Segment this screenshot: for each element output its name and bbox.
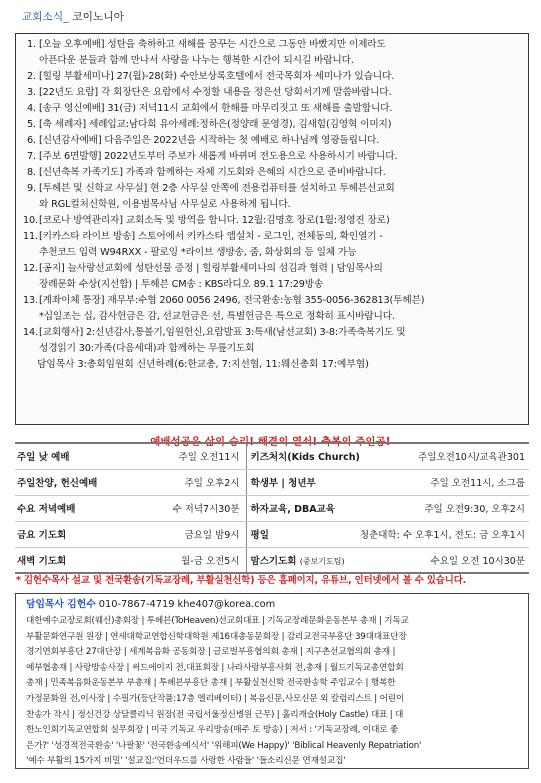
service-name-text: 금요 기도회 — [17, 530, 67, 541]
service-name-text: 수요 저녁예배 — [17, 504, 76, 515]
news-text — [39, 101, 522, 117]
pastor-header — [26, 597, 522, 613]
news-line: 성경읽기 30:가족(다음세대)과 함께하는 무릎기도회 — [39, 343, 255, 354]
news-number: 14. — [23, 327, 38, 338]
news-line: *십일조는 십, 감사헌금은 감, 선교헌금은 선, 특별헌금은 특으로 정확히 표시바랍니다. — [39, 311, 395, 322]
bio-line: 부활문화연구원 원장 | 연세대학교연합신학대학원 제16대총동문회장 | 감리교전국부흥단 39대대표단장 — [26, 631, 407, 642]
news-item — [23, 213, 522, 229]
bio-line: 은가?' '성경적전국환송' '나팔꽃' '전국환송예식서' '위해피(We Happy)' 'Biblical Heavenly Repatriation' — [26, 740, 422, 751]
news-list — [23, 37, 522, 357]
service-time-text: 주일 오전11시, 소그룹 — [430, 478, 525, 489]
bio-line: 찬송가 작시 | 정신건강 상담클리닉 원장(전 국립서울정신병원 근무) | 홀리캐슬(Holy Castle) 대표 | 대 — [26, 709, 404, 720]
service-time — [118, 547, 246, 573]
slogan: 예배성공은 삶의 승리! 해결의 열쇠! 축복의 주인공! — [150, 436, 391, 448]
news-number: 6. — [27, 135, 36, 146]
news-item — [23, 101, 522, 117]
pastor-contact: 010-7867-4719 khe407@korea.com — [98, 599, 276, 610]
service-name-text: 하자교육, DBA교육 — [250, 504, 335, 515]
news-number: 10. — [23, 215, 38, 226]
news-number: 13. — [23, 295, 38, 306]
service-time-text: 주일 오후2시 — [184, 478, 240, 489]
news-line: [힐링 부활세미나] 27(월)-28(화) 수안보상록호텔에서 전국목회자 세미나가 있습니다. — [39, 71, 395, 82]
bio-line: '예수 부활의 15가지 비밀' '설교집:'언더우드를 사랑한 사람들' '들소리신문 연재설교집' — [26, 756, 346, 767]
service-time — [360, 469, 529, 495]
news-text — [39, 293, 522, 325]
schedule-row — [15, 547, 529, 573]
service-name — [246, 495, 360, 521]
online-notice: * 김헌수목사 설교 및 전국환송(기독교장례, 부활실천신학) 등은 홈페이지, 유튜브, 인터넷에서 볼 수 있습니다. — [16, 575, 467, 586]
news-line: [신년축복 가족기도] 가족과 함께하는 자체 기도회와 은혜의 시간으로 준비바랍니다. — [39, 167, 386, 178]
service-time-text: 주일 오전9:30, 오후2시 — [424, 504, 525, 515]
news-number: 1. — [27, 39, 36, 50]
news-line: 장례문화 수상(지선합) | 투헤븐 CM송 : KBS라디오 89.1 17:29방송 — [39, 279, 324, 290]
news-item — [23, 117, 522, 133]
news-item — [23, 37, 522, 69]
news-text — [39, 229, 522, 261]
news-box — [15, 33, 529, 425]
news-item — [23, 261, 522, 293]
service-time — [360, 443, 529, 469]
service-name — [246, 547, 360, 573]
service-name-text: 평일 — [250, 530, 269, 541]
news-item — [23, 165, 522, 181]
service-name — [15, 495, 118, 521]
service-name-text: 주일 낮 예배 — [17, 452, 70, 464]
news-line: [투헤븐 및 신학교 사무실] 현 2층 사무실 안쪽에 전용컴퓨터를 설치하고 투헤븐선교회 — [39, 183, 395, 194]
news-line: [신년감사예배] 다음주일은 2022년을 시작하는 첫 예배로 하나님께 영광돌립니다. — [39, 135, 380, 146]
schedule-row — [15, 469, 529, 495]
news-line: [송구 영신예배] 31(금) 저녁11시 교회에서 한해를 마무리짓고 또 새해를 출발합니다. — [39, 103, 393, 114]
section-title — [22, 9, 124, 24]
news-number: 12. — [23, 263, 38, 274]
service-time-text: 청춘대학: 수 오후1시, 전도: 금 오후1시 — [359, 530, 525, 541]
news-number: 11. — [23, 231, 38, 242]
service-name — [15, 469, 118, 495]
pastor-profile — [15, 593, 529, 769]
service-time — [360, 547, 529, 573]
news-number: 2. — [27, 71, 36, 82]
news-line: [계좌이체 통장] 재무부:수협 2060 0056 2496, 전국환송:농협 355-0056-362813(투헤븐) — [39, 295, 425, 306]
news-number: 7. — [27, 151, 36, 162]
news-text — [39, 213, 522, 229]
service-name-text: 키즈처치(Kids Church) — [250, 452, 360, 464]
news-text — [39, 69, 522, 85]
news-item — [23, 85, 522, 101]
service-name — [246, 469, 360, 495]
service-name — [246, 521, 360, 547]
bio-line: 예부협총재 | 사랑방송사장 | 써드에이지 전,대표회장 | 나라사랑부흥사회 전,총재 | 월드기독교총연합회 — [26, 662, 404, 673]
news-number: 5. — [27, 119, 36, 130]
news-number: 3. — [27, 87, 36, 98]
news-line: 추천코드 입력 W94RXX - 팔로잉 *라이브 생방송, 줌, 화상회의 등 일체 가능 — [39, 247, 357, 258]
news-line: [교회행사] 2:신년감사,통볼기,임원헌신,요람발표 3:특새(남선교회) 3-8:가족축복기도 및 — [39, 327, 406, 338]
news-tail: 담임목사 3:총회임원회 신년하례(6:한교총, 7:지선협, 11:웨신총회 17:예부협) — [37, 359, 369, 370]
section-title-sub: 코이노니아 — [72, 11, 125, 23]
service-name — [15, 547, 118, 573]
news-line: [공지] 늘사랑선교회에 성탄선물 증정 | 힐링부활세미나의 섬김과 협력 | 담임목사의 — [39, 263, 383, 274]
schedule-row — [15, 495, 529, 521]
bio-line: 한노인회기독교연합회 실무회장 | 미국 기독교 우리방송(매주 토 방송) | 저서 : '기독교장례, 이대로 좋 — [26, 725, 399, 736]
news-line: [축 세례자] 세례입교:남다희 유아세례:정하은(정양래 문영경), 김새힘(김영혁 이미지) — [39, 119, 392, 130]
news-line: [코로나 방역관리자] 교회소독 및 방역을 합니다. 12월:김명호 장로(1월:정영진 장로) — [39, 215, 390, 226]
news-item — [23, 69, 522, 85]
service-time — [360, 521, 529, 547]
bio-line: 대한예수교장로회(웨신)총회장 | 투헤븐(ToHeaven)선교회대표 | 기독교장례문화운동본부 총재 | 기독교 — [26, 616, 409, 626]
service-name-text: 새벽 기도회 — [17, 555, 67, 567]
service-time — [118, 521, 246, 547]
news-item — [23, 293, 522, 325]
service-time-text: 주일 오전11시 — [178, 452, 240, 464]
service-time-text: 수 저녁7시30분 — [172, 504, 240, 515]
news-line: [22년도 요람] 각 회장단은 요람에서 수정할 내용을 정은선 당회서기께 말씀바랍니다. — [39, 87, 392, 98]
service-name — [246, 443, 360, 469]
news-number: 8. — [27, 167, 36, 178]
bio-line: 경기연회부흥단 27대단장 | 세계복음화 공동회장 | 글로벌부흥협의회 총재 | 지구촌선교협의회 총재 | — [26, 647, 396, 658]
service-name-text: 맘스기도회 — [250, 555, 297, 567]
service-time-text: 금요일 밤9시 — [184, 530, 240, 541]
news-item — [23, 181, 522, 213]
service-subtitle: (중보기도팀) — [299, 556, 345, 566]
service-time-text: 수요일 오전 10시30분 — [430, 555, 525, 567]
schedule-row — [15, 521, 529, 547]
news-line: [주보 6면발행] 2022년도부터 주보가 새롭게 바뀌며 전도용으로 사용하시기 바랍니다. — [39, 151, 398, 162]
news-item — [23, 325, 522, 357]
bio-line: 총재 | 민족복음화운동본부 부총재 | 투헤븐부흥단 총재 | 부활실천신학 전국환송학 주임교수 | 행복한 — [26, 678, 396, 689]
worship-schedule — [15, 442, 529, 574]
schedule-row — [15, 443, 529, 469]
pastor-bio — [26, 614, 522, 770]
news-item — [23, 133, 522, 149]
news-text — [39, 149, 522, 165]
news-text — [39, 325, 522, 357]
news-text — [39, 165, 522, 181]
pastor-name: 담임목사 김헌수 — [26, 599, 96, 610]
service-time — [118, 495, 246, 521]
service-time — [118, 443, 246, 469]
section-title-main: 교회소식_ — [22, 11, 69, 23]
news-text — [39, 181, 522, 213]
news-text — [39, 133, 522, 149]
bio-line: 가정문화원 전,이사장 | 수필가(등단작품:17층 엘리베이터) | 복음신문,사모신문 외 칼럼리스트 | 어린이 — [26, 693, 405, 704]
service-time — [360, 495, 529, 521]
service-name-text: 주일찬양, 헌신예배 — [17, 478, 98, 489]
news-text — [39, 117, 522, 133]
service-name-text: 학생부 | 청년부 — [250, 478, 316, 489]
news-text — [39, 85, 522, 101]
news-line: 와 RGL컬처신학원, 이용범목사님 사무실로 사용하게 됩니다. — [39, 199, 291, 210]
news-number: 9. — [27, 183, 36, 194]
news-line: 아픈다운 분들과 함께 만나서 사랑을 나누는 행복한 시간이 되시길 바랍니다. — [39, 55, 354, 66]
news-text — [39, 261, 522, 293]
service-name — [15, 521, 118, 547]
service-time — [118, 469, 246, 495]
news-item — [23, 149, 522, 165]
service-time-text: 주일오전10시/교육관301 — [418, 452, 525, 464]
service-time-text: 월-금 오전5시 — [181, 555, 240, 567]
news-text — [39, 37, 522, 69]
news-line: [오늘 오후예배] 성탄을 축하하고 새해를 꿈꾸는 시간으로 그동안 바빴지만 이제라도 — [39, 39, 386, 50]
news-number: 4. — [27, 103, 36, 114]
service-name — [15, 443, 118, 469]
news-line: [키카스타 라이브 방송] 스토어에서 키카스타 앱설치 - 로그인, 전체동의, 확인열기 - — [39, 231, 383, 242]
news-item — [23, 229, 522, 261]
